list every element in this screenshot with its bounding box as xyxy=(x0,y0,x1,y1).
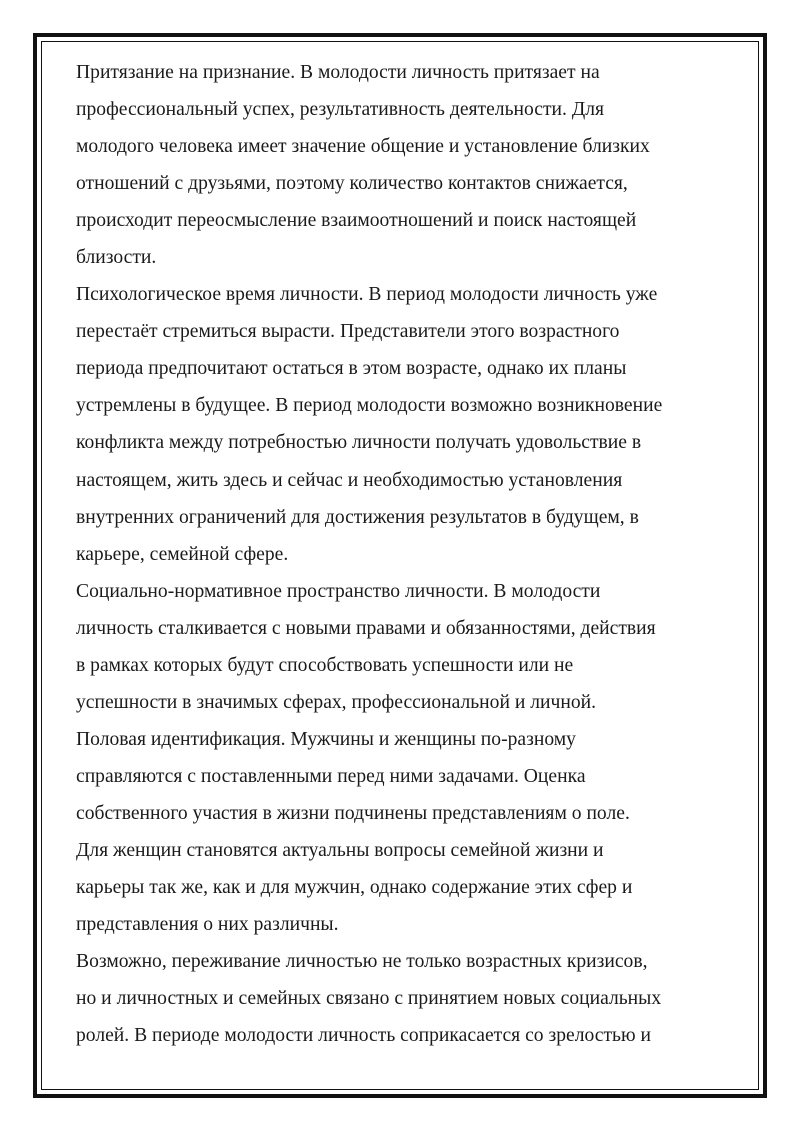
text-line: Половая идентификация. Мужчины и женщины по-разному xyxy=(76,728,576,750)
text-line: собственного участия в жизни подчинены представлениям о поле. xyxy=(76,802,630,824)
text-line: личность сталкивается с новыми правами и обязанностями, действия xyxy=(76,617,656,639)
text-line: но и личностных и семейных связано с принятием новых социальных xyxy=(76,988,662,1010)
text-line: ролей. В периоде молодости личность соприкасается со зрелостью и xyxy=(76,1025,651,1047)
text-line: карьеры так же, как и для мужчин, однако содержание этих сфер и xyxy=(76,877,633,899)
text-line: Для женщин становятся актуальны вопросы семейной жизни и xyxy=(76,839,604,861)
text-line: конфликта между потребностью личности получать удовольствие в xyxy=(76,432,642,454)
text-line: молодого человека имеет значение общение и установление близких xyxy=(76,136,650,158)
text-line: внутренних ограничений для достижения результатов в будущем, в xyxy=(76,506,639,528)
text-line: отношений с друзьями, поэтому количество контактов снижается, xyxy=(76,173,628,195)
text-line: профессиональный успех, результативность деятельности. Для xyxy=(76,99,604,121)
text-line: в рамках которых будут способствовать успешности или не xyxy=(76,654,574,676)
text-line: настоящем, жить здесь и сейчас и необходимостью установления xyxy=(76,469,623,491)
text-line: Притязание на признание. В молодости личность притязает на xyxy=(76,62,600,83)
text-line: успешности в значимых сферах, профессиональной и личной. xyxy=(76,691,597,713)
text-line: Социально-нормативное пространство личности. В молодости xyxy=(76,580,601,602)
text-line: карьере, семейной сфере. xyxy=(76,543,289,565)
text-line: Возможно, переживание личностью не только возрастных кризисов, xyxy=(76,951,648,973)
text-line: Психологическое время личности. В период молодости личность уже xyxy=(76,284,658,306)
text-line: устремлены в будущее. В период молодости возможно возникновение xyxy=(76,395,663,417)
text-line: периода предпочитают остаться в этом возрасте, однако их планы xyxy=(76,358,627,380)
text-line: перестаёт стремиться вырасти. Представители этого возрастного xyxy=(76,321,620,343)
text-line: близости. xyxy=(76,247,157,269)
text-line: представления о них различны. xyxy=(76,914,339,936)
document-body xyxy=(76,54,728,1054)
text-line: справляются с поставленными перед ними задачами. Оценка xyxy=(76,765,586,787)
text-line: происходит переосмысление взаимоотношений и поиск настоящей xyxy=(76,210,637,232)
